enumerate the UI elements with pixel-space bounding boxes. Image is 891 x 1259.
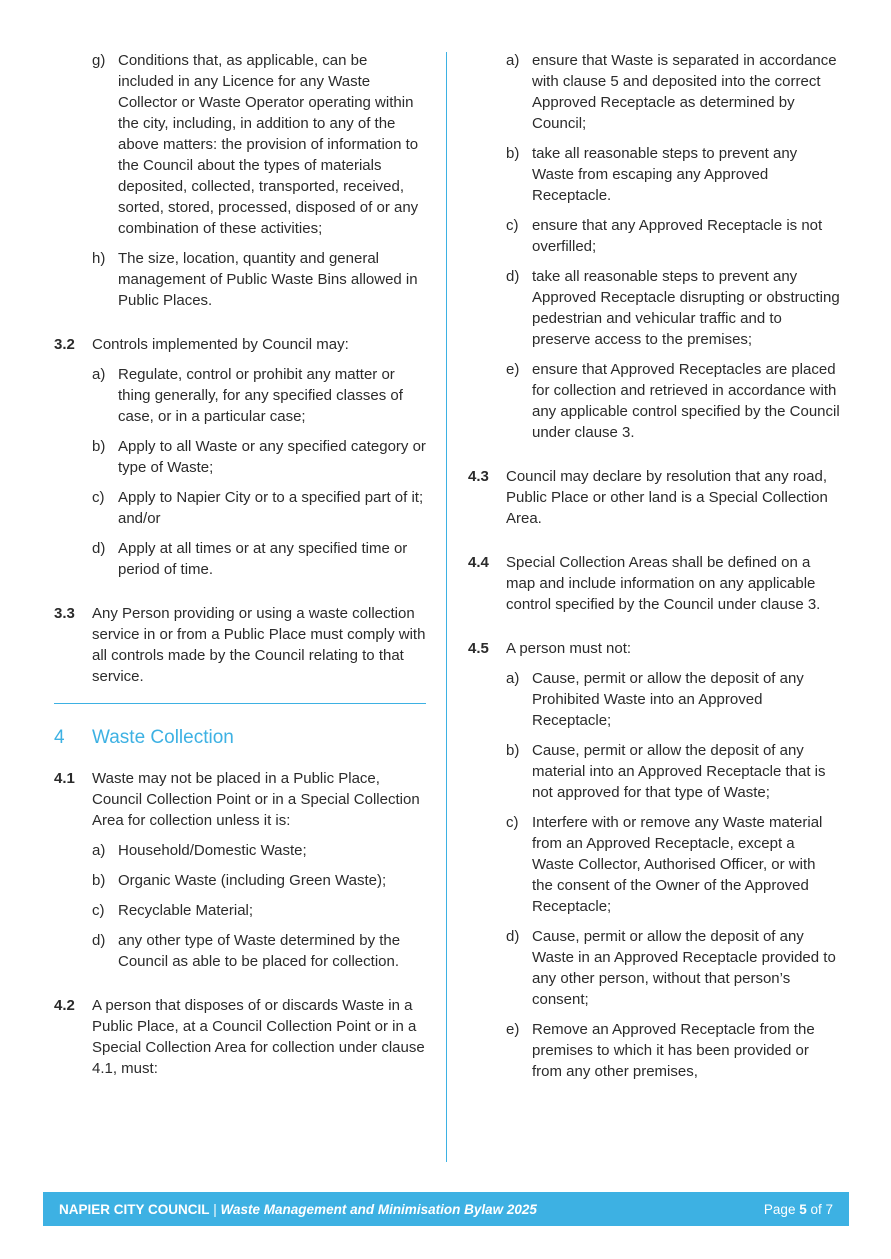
clause-text: Waste may not be placed in a Public Place, Council Collection Point or in a Special Collection Area for collection unless it is: bbox=[92, 770, 420, 829]
clause-text: A person must not: bbox=[506, 640, 632, 657]
list-item bbox=[92, 364, 426, 427]
list-item bbox=[506, 812, 840, 917]
list-item-label: b) bbox=[506, 742, 520, 759]
clause-4-2 bbox=[54, 995, 426, 1079]
list-item-label: a) bbox=[92, 366, 106, 383]
list-item bbox=[506, 50, 840, 134]
clause-4-5 bbox=[468, 638, 840, 659]
clause-4-5-list bbox=[506, 668, 840, 1082]
clause-number: 4.5 bbox=[468, 640, 489, 657]
list-item bbox=[92, 487, 426, 529]
list-item-text: Recyclable Material; bbox=[118, 902, 254, 919]
list-item bbox=[506, 926, 840, 1010]
clause-number: 3.2 bbox=[54, 336, 75, 353]
section-number: 4 bbox=[54, 727, 65, 748]
clause-number: 3.3 bbox=[54, 605, 75, 622]
footer-separator: | bbox=[209, 1201, 221, 1217]
list-item bbox=[506, 266, 840, 350]
list-item-label: d) bbox=[92, 540, 106, 557]
list-item bbox=[506, 1019, 840, 1082]
list-item-text: Household/Domestic Waste; bbox=[118, 842, 307, 859]
list-item-text: Cause, permit or allow the deposit of any Waste in an Approved Receptacle provided to any other person, without that person’s consent; bbox=[532, 928, 836, 1008]
list-item-text: The size, location, quantity and general management of Public Waste Bins allowed in Public Places. bbox=[118, 250, 418, 309]
list-item-label: c) bbox=[92, 489, 105, 506]
list-item-label: e) bbox=[506, 361, 520, 378]
list-item-text: Organic Waste (including Green Waste); bbox=[118, 872, 387, 889]
list-item bbox=[506, 215, 840, 257]
list-item-label: g) bbox=[92, 52, 106, 69]
list-item bbox=[506, 359, 840, 443]
clause-3-1-continued-list bbox=[92, 50, 426, 311]
clause-text: Council may declare by resolution that any road, Public Place or other land is a Special Collection Area. bbox=[506, 468, 828, 527]
list-item-label: c) bbox=[506, 814, 519, 831]
page-number: 5 bbox=[799, 1201, 807, 1217]
list-item-label: b) bbox=[92, 872, 106, 889]
list-item-label: b) bbox=[506, 145, 520, 162]
list-item-label: a) bbox=[506, 52, 520, 69]
list-item-text: Cause, permit or allow the deposit of any material into an Approved Receptacle that is not approved for that type of Waste; bbox=[532, 742, 826, 801]
list-item-text: Regulate, control or prohibit any matter or thing generally, for any specified classes of case, or in a particular case; bbox=[118, 366, 403, 425]
list-item bbox=[92, 870, 426, 891]
list-item-label: d) bbox=[92, 932, 106, 949]
list-item bbox=[92, 840, 426, 861]
list-item-label: c) bbox=[506, 217, 519, 234]
list-item-label: e) bbox=[506, 1021, 520, 1038]
list-item-text: take all reasonable steps to prevent any Approved Receptacle disrupting or obstructing pedestrian and vehicular traffic and to preserve access to the premises; bbox=[532, 268, 840, 348]
clause-4-2-list bbox=[506, 50, 840, 443]
section-divider bbox=[54, 703, 426, 704]
clause-3-2-list bbox=[92, 364, 426, 580]
list-item-text: any other type of Waste determined by the Council as able to be placed for collection. bbox=[118, 932, 401, 970]
list-item-text: Apply to all Waste or any specified category or type of Waste; bbox=[118, 438, 426, 476]
clause-number: 4.3 bbox=[468, 468, 489, 485]
clause-4-1 bbox=[54, 768, 426, 831]
clause-number: 4.4 bbox=[468, 554, 489, 571]
clause-3-2 bbox=[54, 334, 426, 355]
list-item-label: a) bbox=[506, 670, 520, 687]
list-item bbox=[92, 50, 426, 239]
list-item bbox=[506, 143, 840, 206]
clause-4-1-list bbox=[92, 840, 426, 972]
list-item-text: Cause, permit or allow the deposit of any Prohibited Waste into an Approved Receptacle; bbox=[532, 670, 804, 729]
list-item-text: ensure that Waste is separated in accordance with clause 5 and deposited into the correct Approved Receptacle as determined by Council; bbox=[532, 52, 837, 132]
section-heading bbox=[54, 726, 426, 750]
list-item-label: b) bbox=[92, 438, 106, 455]
clause-text: Controls implemented by Council may: bbox=[92, 336, 349, 353]
clause-4-3 bbox=[468, 466, 840, 529]
list-item bbox=[506, 668, 840, 731]
list-item bbox=[92, 538, 426, 580]
list-item-text: Interfere with or remove any Waste material from an Approved Receptacle, except a Waste Collector, Authorised Officer, or with the consent of the Owner of the Approved Receptacle; bbox=[532, 814, 823, 915]
list-item-text: Apply at all times or at any specified time or period of time. bbox=[118, 540, 408, 578]
list-item-text: ensure that Approved Receptacles are placed for collection and retrieved in accordance with any applicable control specified by the Council under clause 3. bbox=[532, 361, 840, 441]
clause-number: 4.1 bbox=[54, 770, 75, 787]
list-item-text: ensure that any Approved Receptacle is not overfilled; bbox=[532, 217, 823, 255]
footer-title bbox=[43, 1199, 764, 1220]
page-indicator bbox=[764, 1199, 849, 1220]
page-total: of 7 bbox=[806, 1201, 833, 1217]
list-item bbox=[92, 436, 426, 478]
list-item-label: h) bbox=[92, 250, 106, 267]
list-item-text: Conditions that, as applicable, can be included in any Licence for any Waste Collector or Waste Operator operating within the city, including, in addition to any of the above matters: the provision of information to the Council about the types of materials deposited, collected, transported, received, sorted, stored, processed, disposed of or any combination of these activities; bbox=[118, 52, 419, 237]
right-column bbox=[468, 50, 840, 1091]
list-item bbox=[92, 930, 426, 972]
column-divider bbox=[446, 52, 447, 1162]
document-title: Waste Management and Minimisation Bylaw 2025 bbox=[220, 1201, 537, 1217]
list-item-text: take all reasonable steps to prevent any Waste from escaping any Approved Receptacle. bbox=[532, 145, 798, 204]
list-item-label: a) bbox=[92, 842, 106, 859]
clause-text: A person that disposes of or discards Waste in a Public Place, at a Council Collection Point or in a Special Collection Area for collection under clause 4.1, must: bbox=[92, 997, 425, 1077]
list-item-text: Apply to Napier City or to a specified part of it; and/or bbox=[118, 489, 424, 527]
list-item-label: d) bbox=[506, 928, 520, 945]
list-item-text: Remove an Approved Receptacle from the premises to which it has been provided or from any other premises, bbox=[532, 1021, 815, 1080]
section-title: Waste Collection bbox=[92, 727, 234, 748]
list-item bbox=[506, 740, 840, 803]
clause-4-4 bbox=[468, 552, 840, 615]
left-column bbox=[54, 50, 426, 1088]
page-footer bbox=[43, 1192, 849, 1226]
page-word: Page bbox=[763, 1201, 800, 1217]
clause-3-3 bbox=[54, 603, 426, 687]
list-item bbox=[92, 900, 426, 921]
clause-text: Any Person providing or using a waste collection service in or from a Public Place must comply with all controls made by the Council relating to that service. bbox=[92, 605, 426, 685]
clause-number: 4.2 bbox=[54, 997, 75, 1014]
list-item-label: d) bbox=[506, 268, 520, 285]
list-item bbox=[92, 248, 426, 311]
organisation-name: NAPIER CITY COUNCIL bbox=[59, 1201, 210, 1217]
clause-text: Special Collection Areas shall be defined on a map and include information on any applicable control specified by the Council under clause 3. bbox=[506, 554, 821, 613]
list-item-label: c) bbox=[92, 902, 105, 919]
